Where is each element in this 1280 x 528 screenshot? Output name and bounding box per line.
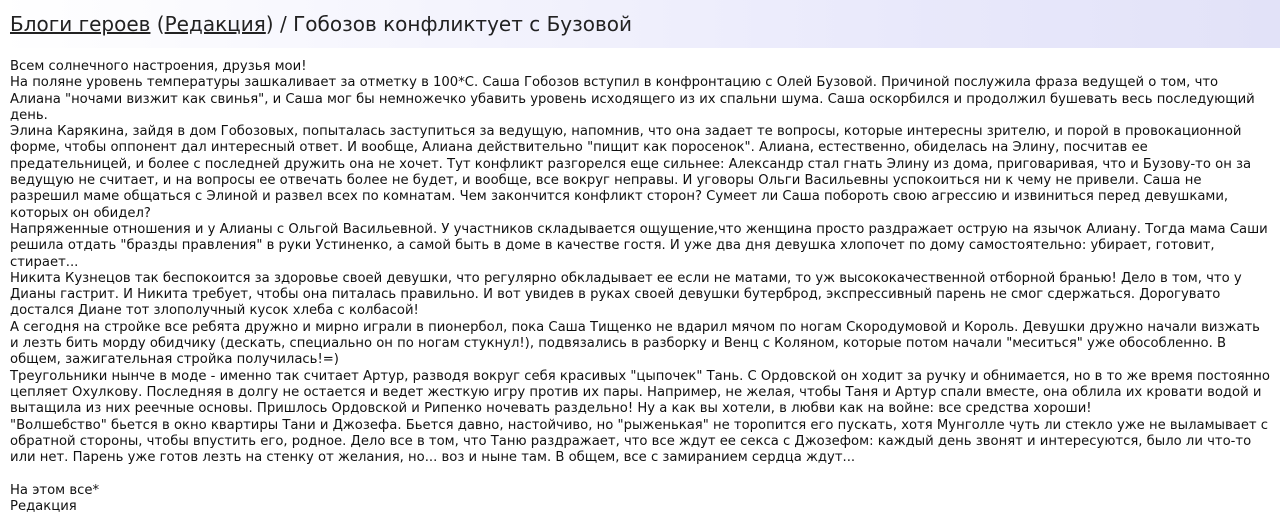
editorial-link[interactable]: Редакция	[164, 12, 266, 36]
page-header	[0, 0, 1280, 48]
paragraph-4: Никита Кузнецов так беспокоится за здоровье своей девушки, что регулярно обкладывает ее если не матами, то уж высококачественной отборной бранью! Дело в том, что у Дианы гастрит. И Никита требует, чтобы она питалась правильно. И вот увидев в руках своей девушки бутерброд, экспрессивный парень не смог сдержаться. Дорогувато достался Диане тот злополучный кусок хлеба с колбасой!	[10, 270, 1242, 319]
blank-line	[10, 466, 1272, 482]
paragraph-6: Треугольники нынче в моде - именно так считает Артур, разводя вокруг себя красивых "цыпочек" Тань. С Ордовской он ходит за ручку и обнимается, но в то же время постоянно цепляет Охулкову. Последняя в долгу не остается и ведет жесткую игру против их пары. Например, не желая, чтобы Таня и Артур спали вместе, она облила их кровати водой и вытащила из них реечные основы. Пришлось Ордовской и Рипенко ночевать раздельно! Ну а как вы хотели, в любви как на войне: все средства хороши!	[10, 368, 1270, 417]
paragraph-7: "Волшебство" бьется в окно квартиры Тани и Джозефа. Бьется давно, настойчиво, но "рыженькая" не торопится его пускать, хотя Мунголле чуть ли стекло уже не выламывает с обратной стороны, чтобы впустить его, родное. Дело все в том, что Таню раздражает, что все ждут ее секса с Джозефом: каждый день звонят и интересуются, было ли что-то или нет. Парень уже готов лезть на стенку от желания, но... воз и ныне там. В общем, все с замиранием сердца ждут...	[10, 417, 1269, 466]
greeting: Всем солнечного настроения, друзья мои!	[10, 59, 307, 74]
paragraph-3: Напряженные отношения и у Алианы с Ольгой Васильевной. У участников складывается ощущение,что женщина просто раздражает острую на язычок Алиану. Тогда мама Саши решила отдать "бразды правления" в руки Устиненко, а самой быть в доме в качестве гостя. И уже два дня девушка хлопочет по дому самостоятельно: убирает, готовит, стирает...	[10, 221, 1268, 270]
page-title	[10, 11, 632, 37]
blogs-link[interactable]: Блоги героев	[10, 12, 151, 36]
closing-line: На этом все*	[10, 482, 100, 498]
paren-open: (	[150, 12, 165, 36]
post-title: Гобозов конфликтует с Бузовой	[293, 12, 633, 36]
title-separator: ) /	[265, 12, 294, 36]
paragraph-2: Элина Карякина, зайдя в дом Гобозовых, попыталась заступиться за ведущую, напомнив, что она задает те вопросы, которые интересны зрителю, и порой в провокационной форме, чтобы оппонент дал интересный ответ. И вообще, Алиана действительно "пищит как поросенок". Алиана, естественно, обиделась на Элину, посчитав ее предательницей, и более с последней дружить она не хочет. Тут конфликт разгорелся еще сильнее: Александр стал гнать Элину из дома, приговаривая, что и Бузову-то он за ведущую не считает, и на вопросы ее отвечать более не будет, и вообще, все вокруг неправы. И уговоры Ольги Васильевны успокоиться ни к чему не привели. Саша не разрешил маме общаться с Элиной и развел всех по комнатам. Чем закончится конфликт сторон? Сумеет ли Саша побороть свою агрессию и извиниться перед девушками, которых он обидел?	[10, 124, 1252, 221]
paragraph-5: А сегодня на стройке все ребята дружно и мирно играли в пионербол, пока Саша Тищенко не вдарил мячом по ногам Скородумовой и Король. Девушки дружно начали визжать и лезть бить морду обидчику (дескать, специально он по ногам стукнул!), подвязались в разборку и Венц с Коляном, которые потом начали "меситься" уже обособленно. В общем, зажигательная стройка получилась!=)	[10, 319, 1260, 368]
paragraph-1: На поляне уровень температуры зашкаливает за отметку в 100*С. Саша Гобозов вступил в конфронтацию с Олей Бузовой. Причиной послужила фраза ведущей о том, что Алиана "ночами визжит как свинья", и Саша мог бы немножечко убавить уровень исходящего из их спальни шума. Саша оскорбился и продолжил бушевать весь последующий день.	[10, 75, 1255, 123]
signature: Редакция	[10, 499, 77, 515]
article-body	[10, 59, 1272, 515]
